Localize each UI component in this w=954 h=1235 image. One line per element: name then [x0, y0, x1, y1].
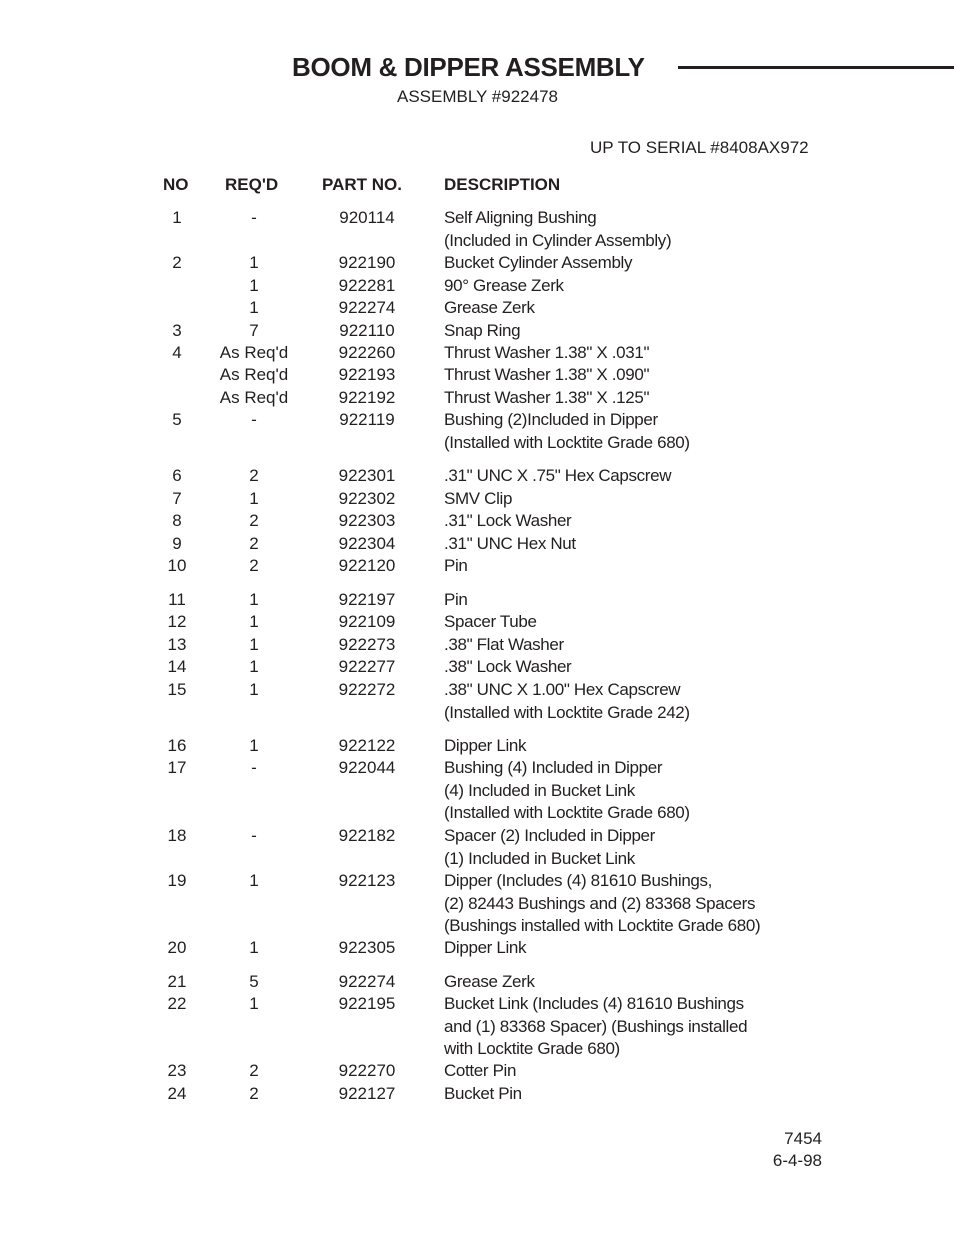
row-description-line: .31" UNC X .75" Hex Capscrew	[444, 466, 672, 485]
row-number: 12	[167, 612, 187, 631]
row-description-line: (Installed with Locktite Grade 680)	[444, 432, 690, 452]
row-qty-required: 1	[249, 253, 259, 272]
row-part-number: 922109	[338, 612, 396, 631]
row-part-number: 922119	[339, 410, 395, 429]
row-description-line: SMV Clip	[444, 489, 513, 508]
row-description-line: with Locktite Grade 680)	[444, 1039, 620, 1058]
row-description-line: Thrust Washer 1.38" X .125"	[444, 388, 650, 407]
row-description-line: .31" UNC Hex Nut	[444, 534, 576, 553]
row-part-number: 922193	[338, 365, 396, 384]
row-number: 9	[172, 534, 182, 553]
row-number: 22	[167, 994, 187, 1013]
row-description-line: (Included in Cylinder Assembly)	[444, 230, 672, 250]
row-description-line: (Installed with Locktite Grade 242)	[444, 702, 690, 722]
row-part-number: 922301	[338, 466, 396, 485]
row-qty-required: As Req'd	[219, 365, 289, 384]
row-part-number: 922197	[338, 590, 396, 609]
row-qty-required: As Req'd	[219, 388, 289, 407]
row-description-line: Bucket Link (Includes (4) 81610 Bushings	[444, 994, 744, 1013]
row-part-number: 922120	[338, 556, 396, 575]
row-qty-required: 5	[249, 972, 259, 991]
row-qty-required: 2	[249, 1084, 259, 1103]
row-description-line: Spacer Tube	[444, 612, 537, 631]
row-description-line: Dipper Link	[444, 736, 527, 755]
row-description-line: Dipper Link	[444, 938, 527, 957]
row-qty-required: 1	[249, 635, 259, 654]
row-part-number: 922274	[338, 972, 396, 991]
column-header-description: DESCRIPTION	[444, 175, 561, 194]
page-title: BOOM & DIPPER ASSEMBLY	[292, 52, 645, 82]
row-description-line: Thrust Washer 1.38" X .090"	[444, 365, 650, 384]
row-qty-required: 1	[249, 298, 259, 317]
row-description-line: Thrust Washer 1.38" X .031"	[444, 343, 650, 362]
row-description-line: (Bushings installed with Locktite Grade 680)	[444, 916, 761, 935]
row-qty-required: 7	[249, 321, 259, 340]
row-number: 6	[172, 466, 182, 485]
row-description-line: Bucket Cylinder Assembly	[444, 253, 633, 272]
row-part-number: 922127	[338, 1084, 396, 1103]
row-description-line: Grease Zerk	[444, 298, 535, 317]
row-qty-required: 2	[249, 466, 259, 485]
row-part-number: 922272	[338, 680, 396, 699]
row-number: 23	[167, 1061, 187, 1080]
column-header-no: NO	[163, 175, 189, 194]
row-number: 4	[172, 343, 182, 362]
row-description-line: (4) Included in Bucket Link	[444, 780, 635, 800]
row-qty-required: 2	[249, 556, 259, 575]
row-part-number: 922123	[338, 871, 396, 890]
row-description-line: Self Aligning Bushing	[444, 208, 597, 227]
row-number: 8	[172, 511, 182, 530]
row-qty-required: 1	[249, 680, 259, 699]
row-number: 13	[167, 635, 187, 654]
row-description-line: (Installed with Locktite Grade 680)	[444, 803, 690, 822]
row-part-number: 922195	[338, 994, 396, 1013]
column-header-reqd: REQ'D	[225, 175, 279, 194]
row-number: 11	[168, 590, 186, 609]
row-part-number: 922044	[338, 758, 396, 777]
footer-code: 7454	[784, 1129, 822, 1148]
row-description-line: Pin	[444, 590, 468, 609]
row-part-number: 922305	[338, 938, 396, 957]
row-number: 2	[172, 253, 182, 272]
row-number: 14	[167, 657, 187, 676]
title-rule	[678, 66, 954, 69]
row-qty-required: 1	[249, 657, 259, 676]
row-description-line: .31" Lock Washer	[444, 511, 572, 530]
row-part-number: 922302	[338, 489, 396, 508]
row-qty-required: 1	[249, 489, 259, 508]
row-description-line: Spacer (2) Included in Dipper	[444, 826, 655, 845]
row-description-line: 90° Grease Zerk	[444, 276, 564, 295]
footer-date: 6-4-98	[772, 1151, 822, 1170]
row-part-number: 922122	[338, 736, 396, 755]
row-description-line: Pin	[444, 556, 468, 575]
row-number: 10	[167, 556, 187, 575]
row-description-line: .38" Lock Washer	[444, 657, 572, 676]
row-description-line: Snap Ring	[444, 321, 521, 340]
column-header-part: PART NO.	[322, 175, 402, 194]
row-number: 21	[167, 972, 187, 991]
assembly-number: ASSEMBLY #922478	[397, 87, 558, 106]
row-qty-required: 1	[249, 871, 259, 890]
row-number: 15	[167, 680, 187, 699]
row-description-line: .38" Flat Washer	[444, 635, 564, 654]
row-qty-required: -	[251, 758, 257, 777]
row-qty-required: 2	[249, 511, 259, 530]
row-qty-required: -	[251, 410, 257, 429]
row-qty-required: 1	[249, 938, 259, 957]
row-qty-required: 1	[249, 590, 259, 609]
row-description-line: (2) 82443 Bushings and (2) 83368 Spacers	[444, 893, 756, 913]
row-number: 5	[172, 410, 182, 429]
row-part-number: 922281	[338, 276, 396, 295]
row-part-number: 922260	[338, 343, 396, 362]
row-number: 20	[167, 938, 187, 957]
row-description-line: Bushing (2)Included in Dipper	[444, 410, 658, 429]
row-part-number: 922182	[338, 826, 396, 845]
row-part-number: 922110	[339, 321, 395, 340]
row-number: 17	[167, 758, 187, 777]
row-part-number: 922192	[338, 388, 396, 407]
row-part-number: 922274	[338, 298, 396, 317]
row-description-line: Cotter Pin	[444, 1061, 517, 1080]
row-qty-required: -	[251, 826, 257, 845]
row-number: 19	[167, 871, 187, 890]
row-qty-required: As Req'd	[219, 343, 289, 362]
row-part-number: 922304	[338, 534, 396, 553]
row-part-number: 922190	[338, 253, 396, 272]
row-number: 7	[172, 489, 182, 508]
row-description-line: and (1) 83368 Spacer) (Bushings installed	[444, 1016, 748, 1036]
row-number: 18	[167, 826, 187, 845]
row-qty-required: 1	[249, 612, 259, 631]
row-number: 1	[172, 208, 182, 227]
row-qty-required: 2	[249, 534, 259, 553]
row-description-line: Grease Zerk	[444, 972, 535, 991]
row-qty-required: -	[251, 208, 257, 227]
row-description-line: (1) Included in Bucket Link	[444, 848, 635, 868]
row-part-number: 922277	[338, 657, 396, 676]
row-part-number: 922303	[338, 511, 396, 530]
row-part-number: 922270	[338, 1061, 396, 1080]
row-number: 16	[167, 736, 187, 755]
row-description-line: Bushing (4) Included in Dipper	[444, 758, 663, 777]
row-part-number: 922273	[338, 635, 396, 654]
row-qty-required: 1	[249, 276, 259, 295]
row-description-line: .38" UNC X 1.00" Hex Capscrew	[444, 680, 681, 699]
serial-note: UP TO SERIAL #8408AX972	[590, 138, 809, 157]
row-part-number: 920114	[339, 208, 395, 227]
row-description-line: Dipper (Includes (4) 81610 Bushings,	[444, 871, 713, 890]
row-qty-required: 1	[249, 994, 259, 1013]
row-number: 3	[172, 321, 182, 340]
row-number: 24	[167, 1084, 187, 1103]
row-description-line: Bucket Pin	[444, 1084, 522, 1103]
row-qty-required: 1	[249, 736, 259, 755]
row-qty-required: 2	[249, 1061, 259, 1080]
